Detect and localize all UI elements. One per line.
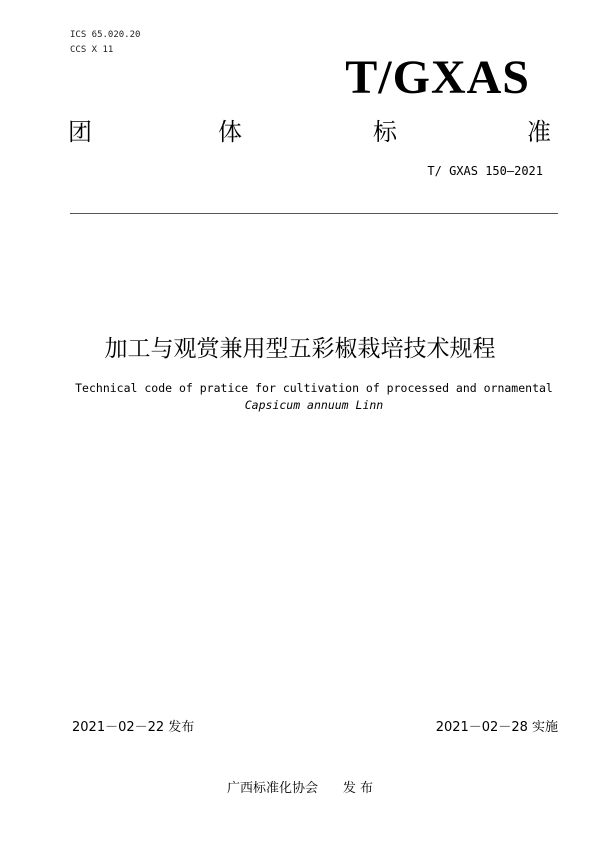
title-chinese: 加工与观赏兼用型五彩椒栽培技术规程 (104, 336, 496, 362)
document-number: T/ GXAS 150—2021 (427, 164, 543, 178)
divider (70, 213, 558, 214)
implementation-date: 2021－02－28 实施 (435, 720, 558, 735)
title-english-latin: Capsicum annuum Linn (244, 398, 384, 412)
category-char: 体 (218, 118, 242, 146)
category-char: 准 (527, 118, 551, 146)
ics-code: ICS 65.020.20 (70, 30, 141, 40)
publisher: 广西标准化协会 发 布 (227, 781, 373, 796)
category-char: 团 (68, 118, 92, 146)
category-char: 标 (373, 118, 397, 146)
standard-brand: T/GXAS (345, 51, 530, 104)
issue-date: 2021－02－22 发布 (72, 720, 195, 735)
title-english: Technical code of pratice for cultivation of processed and ornamental (75, 381, 553, 395)
ccs-code: CCS X 11 (70, 45, 114, 55)
